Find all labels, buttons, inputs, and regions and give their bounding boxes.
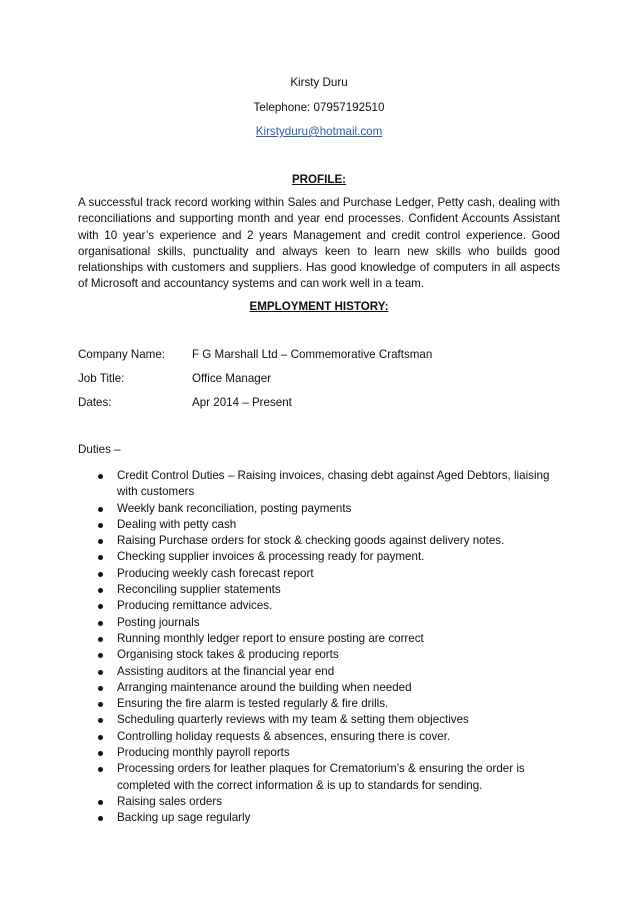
duty-text: Producing monthly payroll reports bbox=[117, 746, 290, 760]
profile-heading: PROFILE: bbox=[291, 173, 347, 186]
job-title-value: Office Manager bbox=[192, 372, 272, 385]
duty-text: Weekly bank reconciliation, posting payments bbox=[117, 501, 352, 515]
duty-item bbox=[78, 566, 564, 582]
duty-item bbox=[78, 794, 564, 810]
bullet-icon bbox=[98, 702, 103, 707]
duty-item bbox=[78, 533, 564, 549]
duty-item bbox=[78, 549, 564, 565]
duty-text: Checking supplier invoices & processing ready for payment. bbox=[117, 550, 425, 564]
bullet-icon bbox=[98, 523, 103, 528]
duty-text: Running monthly ledger report to ensure posting are correct bbox=[117, 631, 424, 645]
employment-history-heading: EMPLOYMENT HISTORY: bbox=[249, 300, 389, 313]
candidate-name: Kirsty Duru bbox=[290, 76, 348, 89]
duty-item bbox=[78, 696, 564, 712]
bullet-icon bbox=[98, 588, 103, 593]
duty-item bbox=[78, 664, 564, 680]
job-title-label: Job Title: bbox=[78, 372, 125, 385]
bullet-icon bbox=[98, 800, 103, 805]
duty-text: Assisting auditors at the financial year end bbox=[117, 664, 335, 678]
duty-text: Processing orders for leather plaques for Crematorium’s & ensuring the order is completed with the correct information & is up to standards for sending. bbox=[117, 762, 525, 792]
bullet-icon bbox=[98, 751, 103, 756]
duty-item bbox=[78, 631, 564, 647]
duty-text: Producing weekly cash forecast report bbox=[117, 566, 314, 580]
duty-text: Raising sales orders bbox=[117, 794, 223, 808]
duty-item bbox=[78, 680, 564, 696]
company-value: F G Marshall Ltd – Commemorative Craftsman bbox=[192, 348, 433, 361]
duty-text: Backing up sage regularly bbox=[117, 811, 251, 825]
duty-item bbox=[78, 729, 564, 745]
duty-text: Producing remittance advices. bbox=[117, 599, 273, 613]
duty-item bbox=[78, 517, 564, 533]
company-label: Company Name: bbox=[78, 348, 165, 361]
bullet-icon bbox=[98, 474, 103, 479]
bullet-icon bbox=[98, 539, 103, 544]
duty-item bbox=[78, 582, 564, 598]
bullet-icon bbox=[98, 653, 103, 658]
duty-item bbox=[78, 598, 564, 614]
duty-text: Arranging maintenance around the building when needed bbox=[117, 680, 412, 694]
bullet-icon bbox=[98, 686, 103, 691]
bullet-icon bbox=[98, 735, 103, 740]
duty-text: Posting journals bbox=[117, 615, 200, 629]
dates-value: Apr 2014 – Present bbox=[192, 396, 292, 409]
duty-item bbox=[78, 501, 564, 517]
duty-text: Dealing with petty cash bbox=[117, 517, 237, 531]
bullet-icon bbox=[98, 555, 103, 560]
duty-text: Scheduling quarterly reviews with my team & setting them objectives bbox=[117, 713, 469, 727]
bullet-icon bbox=[98, 604, 103, 609]
duty-item bbox=[78, 761, 564, 794]
duty-item bbox=[78, 615, 564, 631]
duty-text: Raising Purchase orders for stock & checking goods against delivery notes. bbox=[117, 534, 505, 548]
duty-item bbox=[78, 745, 564, 761]
duty-text: Controlling holiday requests & absences, ensuring there is cover. bbox=[117, 729, 451, 743]
phone-number: Telephone: 07957192510 bbox=[253, 101, 385, 114]
bullet-icon bbox=[98, 718, 103, 723]
bullet-icon bbox=[98, 621, 103, 626]
duty-item bbox=[78, 712, 564, 728]
duty-text: Organising stock takes & producing reports bbox=[117, 648, 339, 662]
email-link[interactable]: Kirstyduru@hotmail.com bbox=[255, 125, 383, 138]
bullet-icon bbox=[98, 670, 103, 675]
bullet-icon bbox=[98, 767, 103, 772]
bullet-icon bbox=[98, 816, 103, 821]
duty-item bbox=[78, 810, 564, 826]
profile-paragraph: A successful track record working within Sales and Purchase Ledger, Petty cash, dealing with reconciliations and supporting month and year end processes. Confident Accounts Assistant with 10 year’s experience and 2 years Management and credit control experience. Good organisational skills, punctuality and always keen to learn new skills who builds good relationships with customers and suppliers. Has good knowledge of computers in all aspects of Microsoft and accountancy systems and can work well in a team. bbox=[78, 196, 560, 291]
duty-item bbox=[78, 647, 564, 663]
bullet-icon bbox=[98, 637, 103, 642]
duties-label: Duties – bbox=[78, 443, 121, 456]
duty-item bbox=[78, 468, 564, 501]
duty-text: Ensuring the fire alarm is tested regularly & fire drills. bbox=[117, 697, 389, 711]
bullet-icon bbox=[98, 572, 103, 577]
duty-text: Reconciling supplier statements bbox=[117, 583, 281, 597]
duty-text: Credit Control Duties – Raising invoices, chasing debt against Aged Debtors, liaising with customers bbox=[117, 469, 550, 499]
dates-label: Dates: bbox=[78, 396, 112, 409]
email-line bbox=[0, 124, 638, 140]
duties-list bbox=[78, 468, 564, 827]
bullet-icon bbox=[98, 507, 103, 512]
